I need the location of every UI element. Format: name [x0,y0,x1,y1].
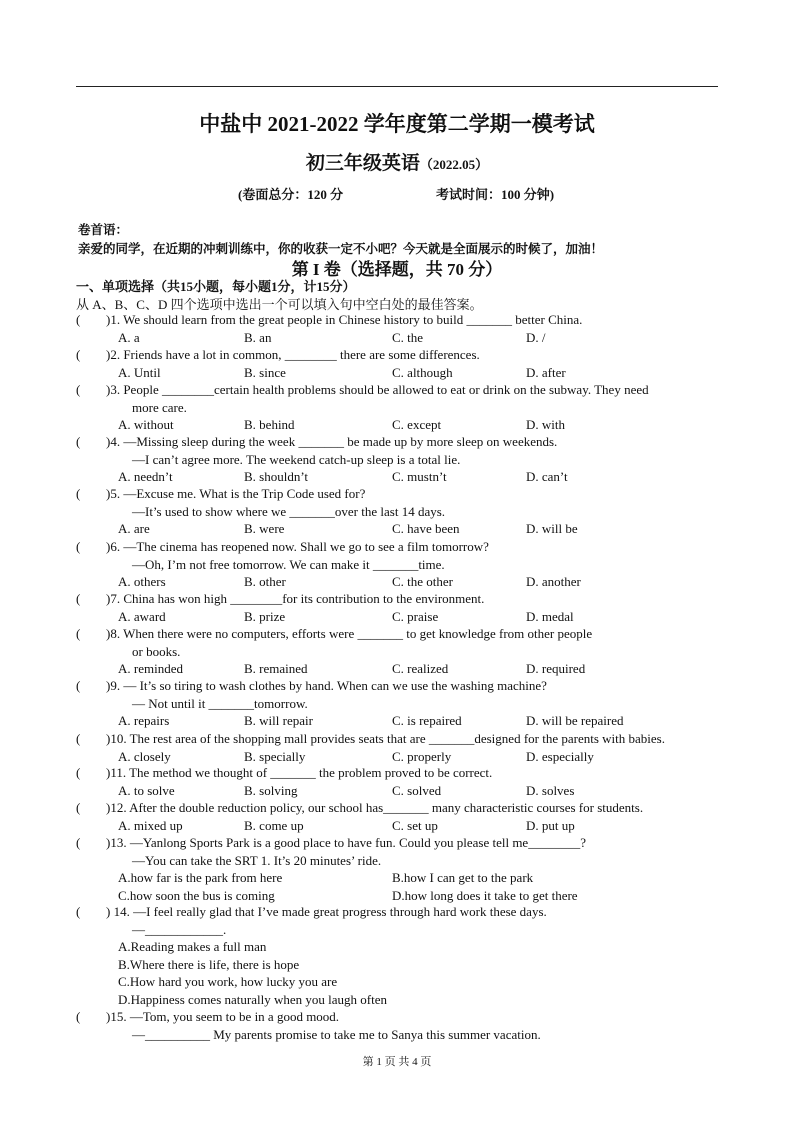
question-13 [76,834,721,904]
option-b: B. will repair [244,713,313,728]
question-stem: )8. When there were no computers, efforts were _______ to get knowledge from other people [106,626,593,641]
answer-bracket[interactable]: ( [76,539,81,554]
option-a: A. without [118,417,174,432]
option-c: C. properly [392,748,452,764]
option-b: B. shouldn’t [244,469,309,484]
volume-title: 第 I 卷（选择题，共 70 分） [291,260,503,279]
option-d: D.how long does it take to get there [392,887,578,903]
question-stem: )3. People ________certain health problems should be allowed to eat or drink on the subway. They need [106,382,649,397]
exam-time: 考试时间：100 分钟) [436,187,555,202]
question-stem: )7. China has won high ________for its contribution to the environment. [106,591,485,606]
question-stem-continued: —____________. [132,921,227,937]
option-b: B. remained [244,661,308,676]
answer-bracket[interactable]: ( [76,678,81,693]
option-a: A. reminded [118,661,183,676]
option-b: B. were [244,521,285,536]
option-row [76,329,721,347]
option-b: B. since [244,364,286,380]
option-d: D. with [526,417,565,432]
option-d: D. can’t [526,469,568,484]
option-b: B. prize [244,608,286,624]
option-a: A. a [118,329,140,345]
option-a: A. Until [118,364,161,380]
question-1 [76,311,721,346]
subtitle-text: 初三年级英语 [305,153,420,174]
option-c: C. solved [392,782,442,798]
exam-title: 中盐中 2021-2022 学年度第二学期一模考试 [199,112,595,136]
option-d: D. after [526,364,566,380]
option-d: D. medal [526,608,574,624]
option-row [76,748,721,766]
answer-bracket[interactable]: ( [76,626,81,641]
question-stem: )6. —The cinema has reopened now. Shall we go to see a film tomorrow? [106,539,489,554]
question-9 [76,677,721,730]
option-d: D. required [526,661,586,676]
option-b: B. solving [244,782,298,798]
question-stem: )1. We should learn from the great people in Chinese history to build _______ better China. [106,312,583,327]
answer-bracket[interactable]: ( [76,591,81,606]
option-b: B. behind [244,417,295,432]
question-4 [76,433,721,486]
question-stem-continued: —It’s used to show where we _______over the last 14 days. [132,503,446,519]
option-row [76,660,721,678]
option-c: C. praise [392,608,439,624]
answer-bracket[interactable]: ( [76,1009,81,1024]
question-6 [76,538,721,591]
answer-bracket[interactable]: ( [76,835,81,850]
exam-subtitle [0,148,794,175]
page-footer: 第 1 页 共 4 页 [362,1056,432,1068]
question-stem: )11. The method we thought of _______ the problem proved to be correct. [106,765,493,780]
question-11 [76,764,721,799]
option-c: C. realized [392,661,449,676]
section-title: 一、单项选择（共15小题，每小题1分，计15分） [76,279,356,294]
top-rule [76,86,718,87]
option-d: D. will be repaired [526,713,624,728]
question-15 [76,1008,721,1043]
option-a: A. needn’t [118,469,173,484]
option-c: C. except [392,417,442,432]
total-score: (卷面总分：120 分 [238,187,344,202]
option-a: A. others [118,574,166,589]
answer-bracket[interactable]: ( [76,382,81,397]
option-b: B. specially [244,748,306,764]
option-d: D. especially [526,748,594,764]
option-d: D.Happiness comes naturally when you laugh often [118,991,387,1007]
question-stem-continued: —__________ My parents promise to take me to Sanya this summer vacation. [132,1026,541,1042]
answer-bracket[interactable]: ( [76,347,81,362]
option-row [76,364,721,382]
answer-bracket[interactable]: ( [76,765,81,780]
option-d: D. solves [526,782,575,798]
option-row [76,468,721,486]
answer-bracket[interactable]: ( [76,800,81,815]
preface-text: 亲爱的同学，在近期的冲刺训练中，你的收获一定不小吧？今天就是全面展示的时候了，加油！ [78,242,604,256]
option-c: C. the [392,329,424,345]
option-row [76,887,721,905]
option-d: D. another [526,574,581,589]
question-2 [76,346,721,381]
answer-bracket[interactable]: ( [76,434,81,449]
option-row [76,869,721,887]
answer-bracket[interactable]: ( [76,731,81,746]
option-row [76,712,721,730]
question-stem: )2. Friends have a lot in common, ________ there are some differences. [106,347,480,362]
question-8 [76,625,721,678]
question-12 [76,799,721,834]
option-a: A. to solve [118,782,175,798]
option-a: A. repairs [118,713,170,728]
option-a: A. mixed up [118,817,183,833]
question-stem-continued: — Not until it _______tomorrow. [132,695,308,711]
option-a: A. award [118,608,166,624]
question-stem: )13. —Yanlong Sports Park is a good place to have fun. Could you please tell me________? [106,835,586,850]
subtitle-date: （2022.05） [419,157,489,172]
option-row [76,573,721,591]
question-stem-continued: —Oh, I’m not free tomorrow. We can make it _______time. [132,556,445,572]
option-row [76,416,721,434]
question-5 [76,485,721,538]
option-c: C. the other [392,574,454,589]
question-stem: ) 14. —I feel really glad that I’ve made great progress through hard work these days. [106,904,547,919]
option-b: B. an [244,329,272,345]
question-stem: )4. —Missing sleep during the week _______ be made up by more sleep on weekends. [106,434,558,449]
option-b: B. come up [244,817,304,833]
option-b: B.Where there is life, there is hope [118,956,300,972]
option-c: C. have been [392,521,460,536]
option-row [76,817,721,835]
section-instruction: 从 A、B、C、D 四个选项中选出一个可以填入句中空白处的最佳答案。 [76,297,483,312]
question-stem-continued: or books. [132,643,181,659]
question-stem-continued: more care. [132,399,187,415]
option-b: B.how I can get to the park [392,870,534,885]
question-10 [76,730,721,765]
question-stem: )10. The rest area of the shopping mall provides seats that are _______designed for the parents with babies. [106,731,665,746]
option-c: C. although [392,364,453,380]
answer-bracket[interactable]: ( [76,312,81,327]
option-c: C. is repaired [392,713,462,728]
option-a: A.Reading makes a full man [118,939,267,954]
option-c: C.how soon the bus is coming [118,887,275,903]
question-stem: )15. —Tom, you seem to be in a good mood. [106,1009,340,1024]
question-stem: )12. After the double reduction policy, our school has_______ many characteristic courses for students. [106,800,644,815]
option-row [76,520,721,538]
answer-bracket[interactable]: ( [76,486,81,501]
option-row [76,608,721,626]
option-d: D. will be [526,521,578,536]
option-c: C.How hard you work, how lucky you are [118,974,338,989]
option-d: D. / [526,329,546,345]
question-stem-continued: —You can take the SRT 1. It’s 20 minutes’ ride. [132,852,382,868]
option-c: C. mustn’t [392,469,447,484]
option-a: A.how far is the park from here [118,870,283,885]
option-c: C. set up [392,817,438,833]
answer-bracket[interactable]: ( [76,904,81,919]
preface-label: 卷首语： [78,223,129,237]
question-14 [76,903,721,1008]
option-d: D. put up [526,817,575,833]
option-a: A. closely [118,748,171,764]
question-3 [76,381,721,434]
option-row [76,782,721,800]
question-stem: )9. — It’s so tiring to wash clothes by hand. When can we use the washing machine? [106,678,547,693]
question-stem: )5. —Excuse me. What is the Trip Code used for? [106,486,366,501]
question-stem-continued: —I can’t agree more. The weekend catch-up sleep is a total lie. [132,451,461,467]
option-a: A. are [118,521,150,536]
question-7 [76,590,721,625]
option-b: B. other [244,574,286,589]
